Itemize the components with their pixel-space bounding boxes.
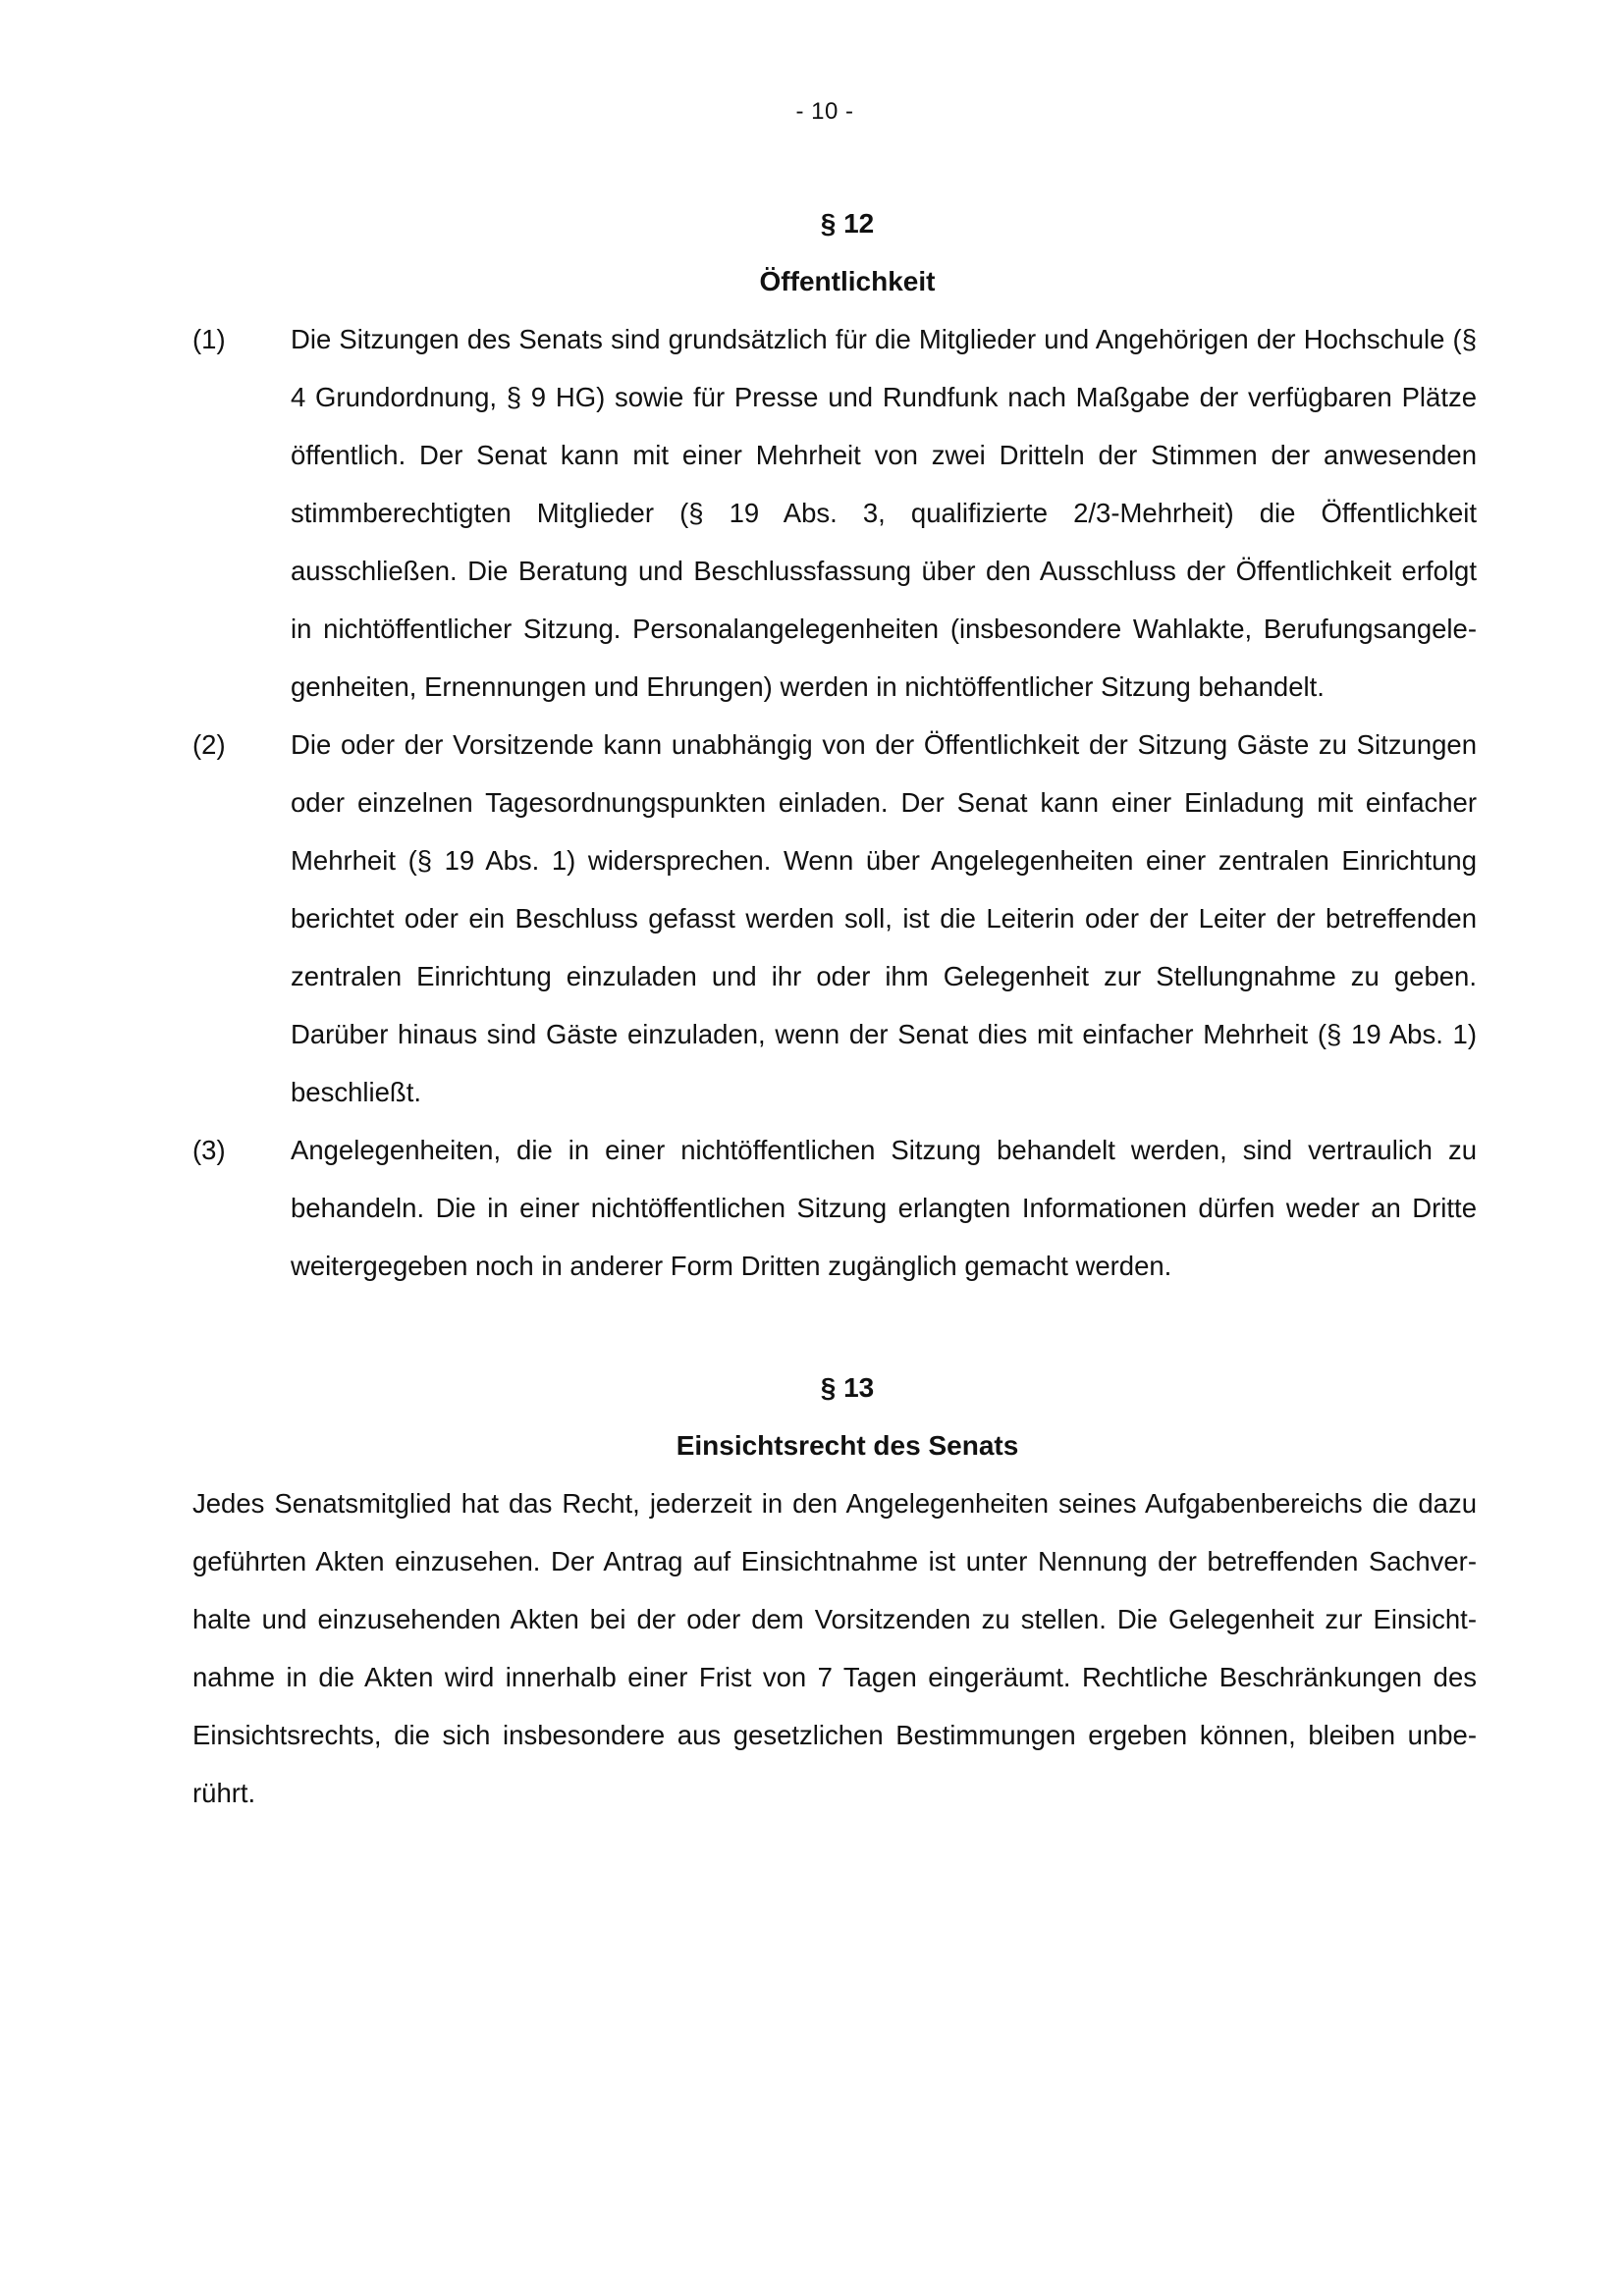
page-number: - 10 - [795,98,854,125]
paragraph-text: Die Sitzungen des Senats sind grundsätzlich für die Mitglieder und Angehörigen der Hochschule (§ 4 Grundordnung, § 9 HG) sowie für Presse und Rundfunk nach Maßgabe der verfügbaren Plätze öffentlich. Der Senat kann mit einer Mehrheit von zwei Dritteln der Stimmen der anwesenden stimmberechtigten Mitglieder (§ 19 Abs. 3, qualifizierte 2/3-Mehrheit) die Öffentlichkeit ausschließen. Die Beratung und Beschlussfassung über den Ausschluss der Öffentlichkeit erfolgt in nichtöffentlicher Sitzung. Personalangelegenheiten (insbesondere Wahlakte, Berufungsangelegenheiten, Ernennungen und Ehrungen) werden in nichtöffentlicher Sitzung behandelt. [291,324,1477,702]
paragraph-number: (2) [192,729,226,760]
section-13-title: Einsichtsrecht des Senats [676,1430,1019,1461]
section-12-paragraph-3 [192,1121,1477,1295]
section-13-text: Jedes Senatsmitglied hat das Recht, jederzeit in den Angelegenheiten seines Aufgabenbereichs die dazu geführten Akten einzusehen. Der Antrag auf Einsichtnahme ist unter Nennung der betreffenden Sachverhalte und einzusehenden Akten bei der oder dem Vorsitzenden zu stellen. Die Gelegenheit zur Einsichtnahme in die Akten wird innerhalb einer Frist von 7 Tagen eingeräumt. Rechtliche Beschränkungen des Einsichtsrechts, die sich insbesondere aus gesetzlichen Bestimmungen ergeben können, bleiben unberührt. [192,1488,1477,1808]
section-12-number: § 12 [820,208,875,239]
paragraph-text: Die oder der Vorsitzende kann unabhängig von der Öffentlichkeit der Sitzung Gäste zu Sitzungen oder einzelnen Tagesordnungspunkten einladen. Der Senat kann einer Einladung mit einfacher Mehrheit (§ 19 Abs. 1) widersprechen. Wenn über Angelegenheiten einer zentralen Einrichtung berichtet oder ein Beschluss gefasst werden soll, ist die Leiterin oder der Leiter der betreffenden zentralen Einrichtung einzuladen und ihr oder ihm Gelegenheit zur Stellungnahme zu geben. Darüber hinaus sind Gäste einzuladen, wenn der Senat dies mit einfacher Mehrheit (§ 19 Abs. 1) beschließt. [291,729,1477,1107]
section-13 [192,1359,1477,1822]
section-12 [192,194,1477,1295]
paragraph-number: (3) [192,1135,226,1165]
section-12-title: Öffentlichkeit [759,266,936,296]
paragraph-number: (1) [192,324,226,354]
section-12-paragraph-2 [192,716,1477,1121]
section-12-paragraph-1 [192,310,1477,716]
section-13-number: § 13 [820,1372,875,1403]
paragraph-text: Angelegenheiten, die in einer nichtöffentlichen Sitzung behandelt werden, sind vertraulich zu behandeln. Die in einer nichtöffentlichen Sitzung erlangten Informationen dürfen weder an Dritte weitergegeben noch in anderer Form Dritten zugänglich gemacht werden. [291,1135,1477,1281]
